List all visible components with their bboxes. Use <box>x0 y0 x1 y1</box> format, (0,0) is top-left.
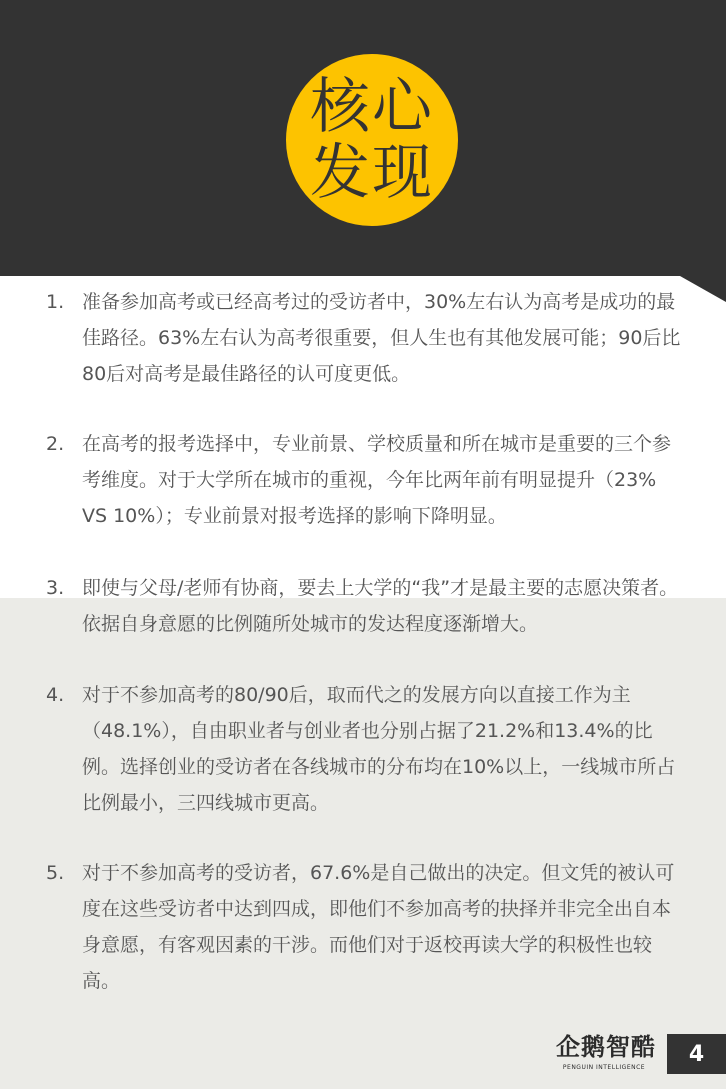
finding-number: 2. <box>46 433 65 455</box>
finding-text: 对于不参加高考的受访者，67.6%是自己做出的决定。但文凭的被认可度在这些受访者中达到四成，即他们不参加高考的抉择并非完全出自本身意愿，有客观因素的干涉。而他们对于返校再读大学的积极性也较高。 <box>82 862 675 992</box>
title-line-1: 核心 <box>310 72 434 142</box>
brand-logo-name: 企鹅智酷 <box>556 1033 656 1061</box>
title-line-2: 发现 <box>310 138 434 208</box>
header-corner-decoration <box>680 276 726 302</box>
brand-logo <box>552 1030 656 1078</box>
finding-text: 对于不参加高考的80/90后，取而代之的发展方向以直接工作为主（48.1%），自由职业者与创业者也分别占据了21.2%和13.4%的比例。选择创业的受访者在各线城市的分布均在10%以上，一线城市所占比例最小，三四线城市更高。 <box>82 684 676 814</box>
finding-number: 1. <box>46 291 65 313</box>
finding-number: 5. <box>46 862 65 884</box>
finding-number: 3. <box>46 577 65 599</box>
finding-text: 在高考的报考选择中，专业前景、学校质量和所在城市是重要的三个参考维度。对于大学所在城市的重视，今年比两年前有明显提升（23% VS 10%）；专业前景对报考选择的影响下降明显。 <box>82 433 672 527</box>
page-number: 4 <box>688 1041 705 1067</box>
lower-background-panel <box>0 598 726 1089</box>
brand-logo-tagline: PENGUIN INTELLIGENCE <box>562 1064 646 1071</box>
finding-number: 4. <box>46 684 65 706</box>
finding-text: 即使与父母/老师有协商，要去上大学的“我”才是最主要的志愿决策者。依据自身意愿的比例随所处城市的发达程度逐渐增大。 <box>82 577 679 635</box>
page-number-badge <box>667 1034 726 1074</box>
title-badge <box>286 54 458 226</box>
finding-text: 准备参加高考或已经高考过的受访者中，30%左右认为高考是成功的最佳路径。63%左右认为高考很重要，但人生也有其他发展可能；90后比80后对高考是最佳路径的认可度更低。 <box>82 291 681 385</box>
